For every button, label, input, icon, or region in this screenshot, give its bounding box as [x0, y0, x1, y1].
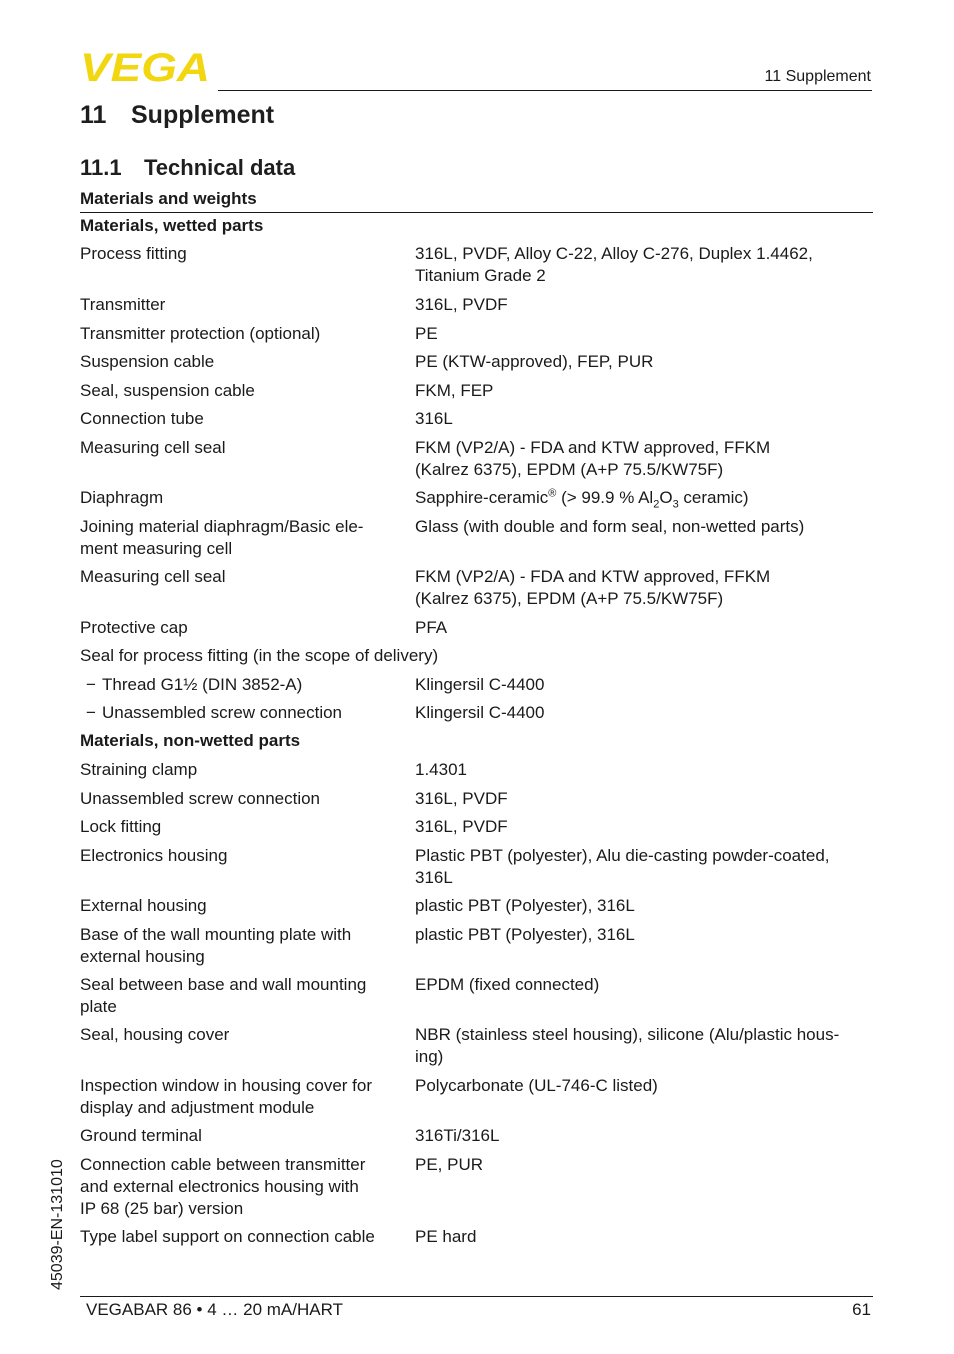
footer-product: VEGABAR 86 • 4 … 20 mA/HART — [86, 1300, 343, 1319]
chapter-number: 11 — [80, 101, 107, 129]
row-label-line: IP 68 (25 bar) version — [80, 1199, 244, 1218]
row-label — [80, 1075, 405, 1119]
chapter-title — [80, 101, 274, 130]
chapter-title-text: Supplement — [131, 101, 275, 129]
row-label: Protective cap — [80, 618, 188, 637]
row-value-line: (Kalrez 6375), EPDM (A+P 75.5/KW75F) — [415, 589, 724, 608]
row-label: Transmitter — [80, 295, 166, 314]
subscript: 3 — [672, 498, 679, 511]
value-part: Sapphire-ceramic — [415, 488, 549, 507]
row-value — [415, 1024, 875, 1068]
row-value — [415, 437, 875, 481]
row-label-line: display and adjustment module — [80, 1098, 315, 1117]
vega-logo-text: VEGA — [80, 50, 210, 84]
row-label-line: Connection cable between transmitter — [80, 1155, 366, 1174]
row-value: FKM, FEP — [415, 381, 494, 400]
row-label-line: Joining material diaphragm/Basic ele- — [80, 517, 364, 536]
row-label-line: ment measuring cell — [80, 539, 233, 558]
subscript: 2 — [653, 498, 660, 511]
value-part: ceramic) — [678, 488, 749, 507]
nonwetted-parts-heading: Materials, non-wetted parts — [80, 731, 301, 750]
dash-bullet: − — [86, 675, 96, 694]
row-value: 1.4301 — [415, 760, 467, 779]
row-value: plastic PBT (Polyester), 316L — [415, 896, 635, 915]
row-label — [80, 974, 405, 1018]
row-label: Unassembled screw connection — [80, 789, 321, 808]
row-value: 316L, PVDF — [415, 789, 508, 808]
row-label: Diaphragm — [80, 488, 164, 507]
row-label-text: Thread G1½ (DIN 3852-A) — [102, 675, 303, 694]
row-value-line: 316L, PVDF, Alloy C-22, Alloy C-276, Duplex 1.4462, — [415, 244, 813, 263]
row-label: Seal for process fitting (in the scope of delivery) — [80, 646, 439, 665]
row-label — [80, 516, 405, 560]
value-part: (> 99.9 % Al — [556, 488, 654, 507]
row-label: Lock fitting — [80, 817, 162, 836]
row-label-line: plate — [80, 997, 117, 1016]
row-value: plastic PBT (Polyester), 316L — [415, 925, 635, 944]
row-label: Ground terminal — [80, 1126, 202, 1145]
wetted-parts-heading: Materials, wetted parts — [80, 216, 264, 235]
row-value: PFA — [415, 618, 448, 637]
row-value: EPDM (fixed connected) — [415, 975, 600, 994]
row-label-line: Seal between base and wall mounting — [80, 975, 367, 994]
row-label-line: Base of the wall mounting plate with — [80, 925, 352, 944]
row-label — [80, 702, 405, 724]
row-value-line: NBR (stainless steel housing), silicone (Alu/plastic hous- — [415, 1025, 840, 1044]
row-value: Glass (with double and form seal, non-wetted parts) — [415, 517, 805, 536]
document-code: 45039-EN-131010 — [49, 1159, 66, 1290]
row-label: Measuring cell seal — [80, 567, 226, 586]
row-label-line: Inspection window in housing cover for — [80, 1076, 372, 1095]
subsection-heading: Materials and weights — [80, 189, 257, 208]
section-title — [80, 155, 295, 181]
vega-logo — [80, 50, 212, 84]
row-value: PE hard — [415, 1227, 477, 1246]
footer-rule — [80, 1296, 873, 1297]
row-label: Seal, suspension cable — [80, 381, 255, 400]
row-value: 316L — [415, 409, 453, 428]
subsection-rule — [80, 212, 873, 213]
row-label: Electronics housing — [80, 846, 228, 865]
row-value-line: FKM (VP2/A) - FDA and KTW approved, FFKM — [415, 438, 771, 457]
row-label: Type label support on connection cable — [80, 1227, 375, 1246]
row-value-line: (Kalrez 6375), EPDM (A+P 75.5/KW75F) — [415, 460, 724, 479]
row-value: Polycarbonate (UL-746-C listed) — [415, 1076, 658, 1095]
row-value-line: Titanium Grade 2 — [415, 266, 546, 285]
row-label-text: Unassembled screw connection — [102, 703, 343, 722]
row-label: External housing — [80, 896, 207, 915]
row-label: Process fitting — [80, 244, 187, 263]
row-label: Measuring cell seal — [80, 438, 226, 457]
row-value: PE (KTW-approved), FEP, PUR — [415, 352, 654, 371]
row-label-line: external housing — [80, 947, 205, 966]
row-value-line: Plastic PBT (polyester), Alu die-casting powder-coated, — [415, 846, 830, 865]
row-value — [415, 243, 875, 287]
section-number: 11.1 — [80, 155, 122, 180]
row-label: Seal, housing cover — [80, 1025, 230, 1044]
row-value: 316L, PVDF — [415, 295, 508, 314]
header-section-label: 11 Supplement — [764, 68, 871, 85]
row-value: PE — [415, 324, 438, 343]
row-value — [415, 487, 875, 509]
row-value — [415, 566, 875, 610]
row-label: Transmitter protection (optional) — [80, 324, 321, 343]
row-label: Straining clamp — [80, 760, 198, 779]
section-title-text: Technical data — [144, 155, 296, 180]
row-label: Connection tube — [80, 409, 204, 428]
row-value — [415, 845, 875, 889]
row-label-line: and external electronics housing with — [80, 1177, 359, 1196]
registered-mark: ® — [548, 487, 557, 500]
row-label: Suspension cable — [80, 352, 215, 371]
row-label — [80, 1154, 405, 1220]
row-value: Klingersil C-4400 — [415, 703, 545, 722]
header-rule — [218, 90, 872, 91]
row-value-line: 316L — [415, 868, 453, 887]
row-value: PE, PUR — [415, 1155, 484, 1174]
row-value: Klingersil C-4400 — [415, 675, 545, 694]
dash-bullet: − — [86, 703, 96, 722]
row-value-line: ing) — [415, 1047, 444, 1066]
row-value-line: FKM (VP2/A) - FDA and KTW approved, FFKM — [415, 567, 771, 586]
row-value: 316L, PVDF — [415, 817, 508, 836]
row-label — [80, 674, 405, 696]
row-label — [80, 924, 405, 968]
row-value: 316Ti/316L — [415, 1126, 500, 1145]
value-part: O — [659, 488, 673, 507]
page-number: 61 — [852, 1300, 871, 1319]
